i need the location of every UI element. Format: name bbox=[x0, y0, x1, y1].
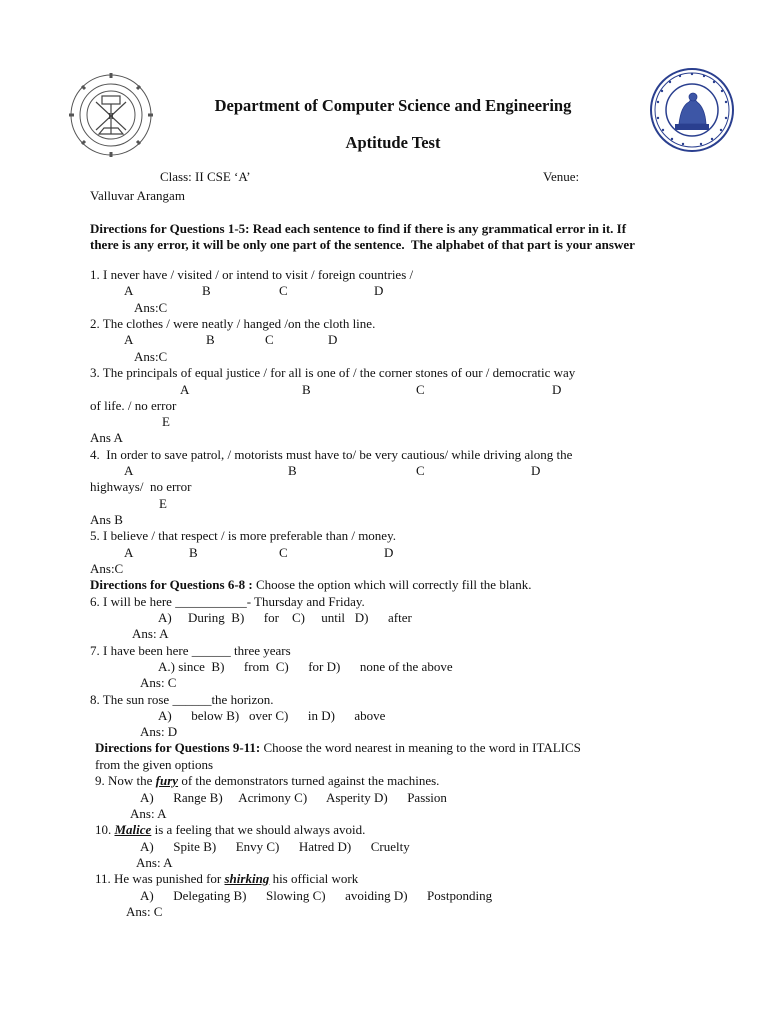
directions-9-11-text: Choose the word nearest in meaning to the word in ITALICS bbox=[260, 740, 581, 755]
q5-letter-a: A bbox=[124, 545, 134, 560]
q11-text-post: his official work bbox=[269, 871, 359, 886]
q2-answer: Ans:C bbox=[134, 349, 168, 364]
q2-letter-c: C bbox=[265, 332, 274, 347]
q1-letter-c: C bbox=[279, 283, 288, 298]
q4-letter-d: D bbox=[531, 463, 541, 478]
question-9 bbox=[95, 773, 439, 789]
question-4-continued: highways/ no error bbox=[90, 479, 192, 494]
question-4: 4. In order to save patrol, / motorists must have to/ be very cautious/ while driving along the bbox=[90, 447, 573, 462]
q11-options: A) Delegating B) Slowing C) avoiding D) Postponding bbox=[140, 888, 493, 903]
q6-options: A) During B) for C) until D) after bbox=[158, 610, 412, 625]
q9-options: A) Range B) Acrimony C) Asperity D) Passion bbox=[140, 790, 447, 805]
q9-text-pre: 9. Now the bbox=[95, 773, 156, 788]
q9-text-post: of the demonstrators turned against the machines. bbox=[178, 773, 440, 788]
question-8: 8. The sun rose ______the horizon. bbox=[90, 692, 274, 707]
q10-italic-word: Malice bbox=[114, 822, 152, 837]
q7-answer: Ans: C bbox=[140, 675, 177, 690]
q2-letter-b: B bbox=[206, 332, 215, 347]
q1-letter-d: D bbox=[374, 283, 384, 298]
question-6: 6. I will be here ___________- Thursday and Friday. bbox=[90, 594, 365, 609]
q3-letter-d: D bbox=[552, 382, 562, 397]
q4-letter-e: E bbox=[159, 496, 167, 511]
q1-letter-a: A bbox=[124, 283, 134, 298]
question-5: 5. I believe / that respect / is more preferable than / money. bbox=[90, 528, 396, 543]
q9-answer: Ans: A bbox=[130, 806, 167, 821]
q8-options: A) below B) over C) in D) above bbox=[158, 708, 386, 723]
question-10 bbox=[95, 822, 365, 838]
institution-of-engineers-seal-icon bbox=[649, 66, 735, 154]
directions-6-8-text: Choose the option which will correctly fill the blank. bbox=[252, 577, 532, 592]
class-label: Class: II CSE ‘A’ bbox=[160, 169, 251, 184]
directions-6-8 bbox=[90, 577, 531, 593]
q5-answer: Ans:C bbox=[90, 561, 124, 576]
q7-options: A.) since B) from C) for D) none of the above bbox=[158, 659, 453, 674]
q2-letter-a: A bbox=[124, 332, 134, 347]
q5-letter-b: B bbox=[189, 545, 198, 560]
venue-value: Valluvar Arangam bbox=[90, 188, 185, 203]
q10-answer: Ans: A bbox=[136, 855, 173, 870]
question-1: 1. I never have / visited / or intend to visit / foreign countries / bbox=[90, 267, 414, 282]
q5-letter-d: D bbox=[384, 545, 394, 560]
directions-9-11-line2: from the given options bbox=[95, 757, 214, 772]
q5-letter-c: C bbox=[279, 545, 288, 560]
directions-9-11 bbox=[95, 740, 581, 756]
q4-letter-a: A bbox=[124, 463, 134, 478]
college-emblem-icon bbox=[66, 72, 156, 158]
svg-text:II: II bbox=[107, 112, 115, 121]
q3-answer: Ans A bbox=[90, 430, 123, 445]
q10-options: A) Spite B) Envy C) Hatred D) Cruelty bbox=[140, 839, 410, 854]
q11-italic-word: shirking bbox=[224, 871, 270, 886]
department-title: Department of Computer Science and Engineering bbox=[214, 96, 572, 115]
q4-letter-b: B bbox=[288, 463, 297, 478]
question-3: 3. The principals of equal justice / for all is one of / the corner stones of our / democratic way bbox=[90, 365, 576, 380]
q10-text-pre: 10. bbox=[95, 822, 115, 837]
q1-letter-b: B bbox=[202, 283, 211, 298]
venue-label: Venue: bbox=[543, 169, 580, 184]
q9-italic-word: fury bbox=[155, 773, 179, 788]
q3-letter-e: E bbox=[162, 414, 170, 429]
q8-answer: Ans: D bbox=[140, 724, 178, 739]
q3-letter-a: A bbox=[180, 382, 190, 397]
q3-letter-c: C bbox=[416, 382, 425, 397]
q6-answer: Ans: A bbox=[132, 626, 169, 641]
q4-letter-c: C bbox=[416, 463, 425, 478]
test-title: Aptitude Test bbox=[345, 133, 441, 152]
q3-letter-b: B bbox=[302, 382, 311, 397]
question-11 bbox=[95, 871, 358, 887]
q10-text-post: is a feeling that we should always avoid. bbox=[151, 822, 366, 837]
question-3-continued: of life. / no error bbox=[90, 398, 177, 413]
directions-6-8-heading: Directions for Questions 6-8 : bbox=[90, 577, 253, 592]
q2-letter-d: D bbox=[328, 332, 338, 347]
directions-1-5-line2: there is any error, it will be only one part of the sentence. The alphabet of that part is your answer bbox=[90, 237, 635, 252]
question-2: 2. The clothes / were neatly / hanged /on the cloth line. bbox=[90, 316, 376, 331]
q11-answer: Ans: C bbox=[126, 904, 163, 919]
q1-answer: Ans:C bbox=[134, 300, 168, 315]
q4-answer: Ans B bbox=[90, 512, 123, 527]
q11-text-pre: 11. He was punished for bbox=[95, 871, 225, 886]
directions-1-5-line1: Directions for Questions 1-5: Read each sentence to find if there is any grammatical error in it. If bbox=[90, 221, 627, 236]
directions-9-11-heading: Directions for Questions 9-11: bbox=[95, 740, 261, 755]
question-7: 7. I have been here ______ three years bbox=[90, 643, 291, 658]
